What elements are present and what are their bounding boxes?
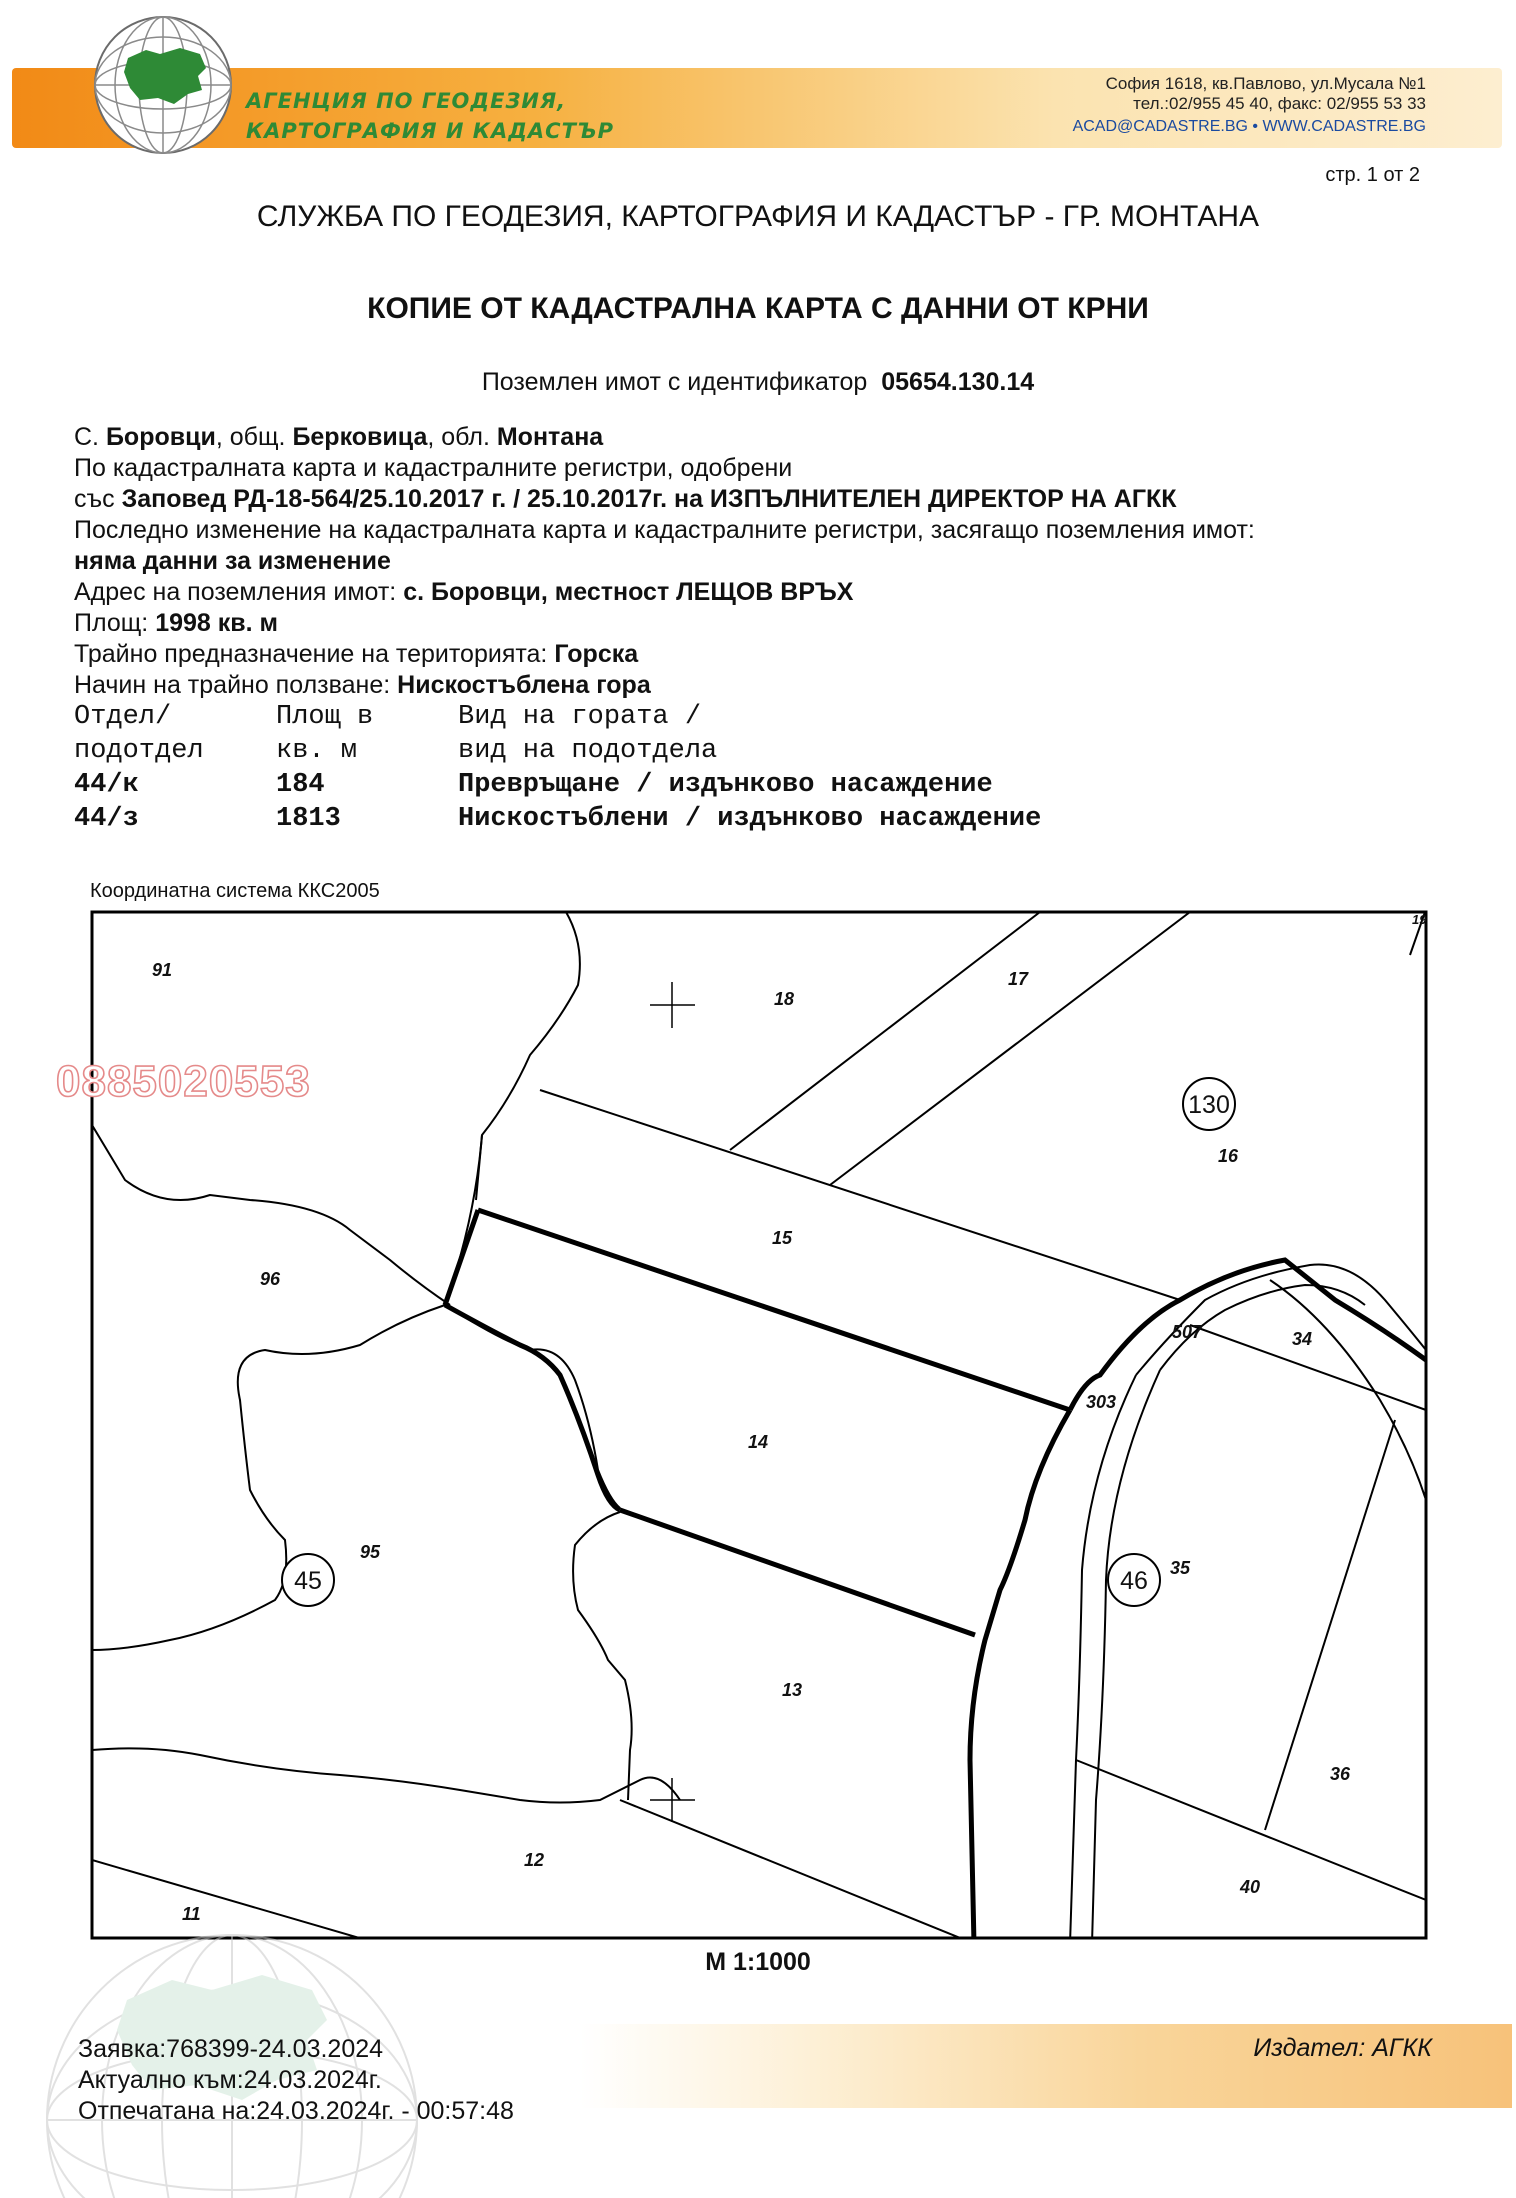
office-title: СЛУЖБА ПО ГЕОДЕЗИЯ, КАРТОГРАФИЯ И КАДАСТЪР - ГР. МОНТАНА	[256, 200, 1260, 233]
map-scale: М 1:1000	[705, 1948, 811, 1976]
parcel-label: 14	[748, 1432, 769, 1452]
cadastral-map	[56, 910, 1428, 1940]
order-prefix: със	[74, 485, 115, 513]
parcel-label: 507	[1172, 1322, 1203, 1342]
parcel-label: 12	[524, 1850, 545, 1870]
agency-web[interactable]: ACAD@CADASTRE.BG • WWW.CADASTRE.BG	[1072, 118, 1426, 135]
parcel-label: 36	[1330, 1764, 1351, 1784]
header-area: Площ в	[276, 702, 374, 732]
usage-value: Нискостъблена гора	[397, 671, 651, 699]
property-info	[74, 422, 1255, 701]
phone-watermark: 0885020553	[56, 1057, 311, 1106]
agency-name-line1: АГЕНЦИЯ ПО ГЕОДЕЗИЯ,	[246, 89, 567, 113]
address-label: Адрес на поземления имот:	[74, 578, 397, 606]
parcel-label: 16	[1218, 1146, 1239, 1166]
footer-info	[78, 2034, 514, 2127]
parcel-label: 18	[774, 989, 795, 1009]
identifier-label: Поземлен имот с идентификатор	[481, 368, 868, 396]
cell-area: 184	[276, 770, 325, 800]
purpose-line	[74, 639, 1255, 670]
publisher: Издател: АГКК	[1253, 2034, 1432, 2062]
municipality-prefix: , общ.	[215, 423, 286, 451]
printed-date: Отпечатана на:24.03.2024г. - 00:57:48	[78, 2097, 514, 2125]
parcel-label: 34	[1292, 1329, 1313, 1349]
last-change	[74, 546, 1255, 577]
location-line	[74, 422, 1255, 453]
globe-logo-icon	[88, 10, 238, 160]
parcel-label: 13	[782, 1680, 803, 1700]
usage-line	[74, 670, 1255, 701]
region: Монтана	[496, 423, 604, 451]
block-number: 45	[294, 1567, 322, 1595]
block-number: 130	[1188, 1091, 1230, 1119]
document-title: КОПИЕ ОТ КАДАСТРАЛНА КАРТА С ДАННИ ОТ КРНИ	[367, 292, 1149, 325]
purpose-label: Трайно предназначение на територията:	[74, 640, 548, 668]
agency-name-line2: КАРТОГРАФИЯ И КАДАСТЪР	[246, 119, 615, 143]
cell-type: Превръщане / издънково насаждение	[458, 770, 993, 800]
parcel-label: 11	[182, 1904, 201, 1924]
approval-line: По кадастралната карта и кадастралните регистри, одобрени	[74, 454, 793, 482]
request-number: Заявка:768399-24.03.2024	[78, 2035, 384, 2063]
area-label: Площ:	[74, 609, 149, 637]
block-number: 46	[1120, 1567, 1148, 1595]
region-prefix: , обл.	[427, 423, 490, 451]
parcel-label: 40	[1240, 1877, 1261, 1897]
header-forest-type: Вид на гората /	[458, 702, 702, 732]
cell-section: 44/з	[74, 804, 139, 834]
address-value: с. Боровци, местност ЛЕЩОВ ВРЪХ	[403, 578, 854, 606]
parcel-label: 96	[260, 1269, 281, 1289]
agency-address: София 1618, кв.Павлово, ул.Мусала №1	[1105, 74, 1426, 93]
agency-name	[246, 86, 614, 146]
area-value: 1998 кв. м	[155, 609, 279, 637]
usage-label: Начин на трайно ползване:	[74, 671, 391, 699]
parcel-label: 17	[1008, 969, 1029, 989]
parcel-label: 35	[1170, 1558, 1191, 1578]
parcel-label: 19	[1412, 912, 1427, 927]
cell-type: Нискостъблени / издънково насаждение	[458, 804, 1042, 834]
last-change-label: Последно изменение на кадастралната карта и кадастралните регистри, засягащо поземления имот:	[74, 516, 1255, 544]
order: Заповед РД-18-564/25.10.2017 г. / 25.10.2017г. на ИЗПЪЛНИТЕЛЕН ДИРЕКТОР НА АГКК	[121, 485, 1177, 513]
header-section: Отдел/	[74, 702, 172, 732]
property-identifier: 05654.130.14	[881, 368, 1035, 396]
address-line	[74, 577, 1255, 608]
parcel-label: 303	[1086, 1392, 1117, 1412]
actual-date: Актуално към:24.03.2024г.	[78, 2066, 382, 2094]
property-identifier-line	[0, 368, 1516, 397]
header-subsection-type: вид на подотдела	[458, 736, 718, 766]
parcel-label: 95	[360, 1542, 381, 1562]
parcel-label: 15	[772, 1228, 793, 1248]
parcel-label: 91	[152, 960, 173, 980]
agency-phones: тел.:02/955 45 40, факс: 02/955 53 33	[1133, 94, 1426, 113]
purpose-value: Горска	[554, 640, 639, 668]
area-line	[74, 608, 1255, 639]
village-prefix: С.	[74, 423, 99, 451]
cell-section: 44/к	[74, 770, 139, 800]
last-change-value: няма данни за изменение	[74, 547, 391, 575]
village: Боровци	[105, 423, 216, 451]
page-number: стр. 1 от 2	[1325, 164, 1420, 186]
municipality: Берковица	[292, 423, 428, 451]
header-subsection: подотдел	[74, 736, 204, 766]
cell-area: 1813	[276, 804, 341, 834]
coordinate-system-label: Координатна система ККС2005	[90, 880, 380, 902]
header-area-unit: кв. м	[276, 736, 358, 766]
order-line	[74, 484, 1255, 515]
